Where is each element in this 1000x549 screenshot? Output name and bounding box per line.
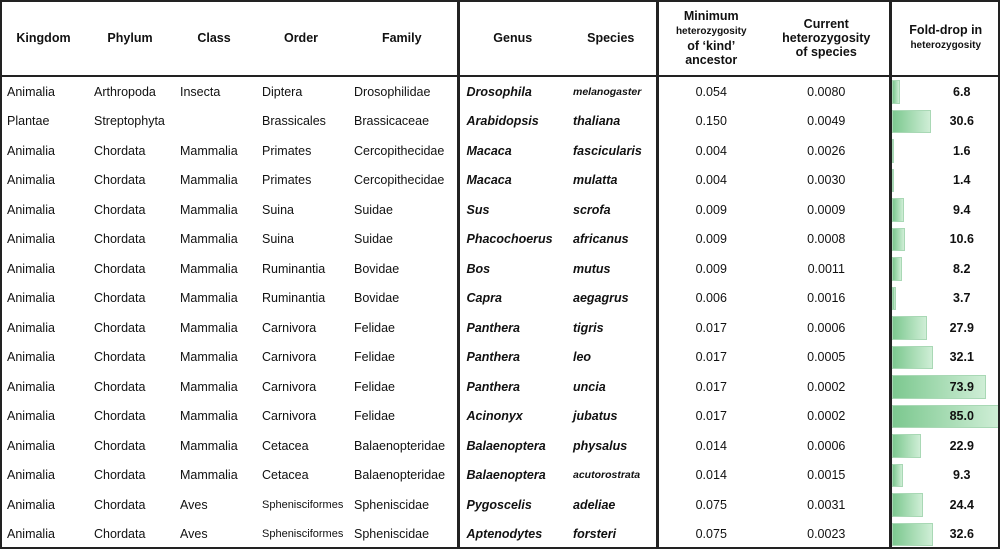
cell-fold-drop: [890, 254, 1000, 284]
cell-fold-drop: [890, 343, 1000, 373]
cell-kingdom: Animalia: [7, 173, 55, 188]
cell-genus: Macaca: [458, 166, 566, 196]
cell-phylum: Chordata: [94, 261, 146, 276]
cell-family: Balaenopteridae: [354, 468, 446, 483]
table-row: [0, 461, 1000, 491]
table-row: [0, 313, 1000, 343]
cell-genus: Sus: [458, 195, 566, 225]
cell-class: Mammalia: [180, 379, 238, 394]
cell-order: Ruminantia: [262, 291, 326, 306]
cell-min-heterozygosity: 0.014: [657, 461, 764, 491]
cell-fold-drop: [890, 431, 1000, 461]
header-row: [0, 0, 1000, 76]
cell-order: Ruminantia: [262, 261, 326, 276]
cell-current-heterozygosity: 0.0023: [807, 527, 846, 542]
cell-class: Mammalia: [180, 202, 238, 217]
table-row: [0, 195, 1000, 225]
cell-kingdom: Animalia: [7, 350, 55, 365]
cell-family: Suidae: [354, 202, 393, 217]
cell-genus: Balaenoptera: [458, 461, 566, 491]
cell-species: africanus: [573, 232, 629, 247]
cell-family: Spheniscidae: [354, 497, 430, 512]
cell-current-heterozygosity: 0.0011: [807, 261, 845, 276]
cell-current-heterozygosity: 0.0006: [807, 320, 846, 335]
cell-species: melanogaster: [573, 85, 642, 98]
frame-top-border: [0, 0, 1000, 2]
header-genus: Genus: [458, 0, 566, 76]
cell-class: Mammalia: [180, 350, 238, 365]
table-row: [0, 136, 1000, 166]
cell-kingdom: Animalia: [7, 468, 55, 483]
cell-current-heterozygosity: 0.0002: [807, 379, 846, 394]
table-row: [0, 76, 1000, 107]
cell-fold-drop: [890, 76, 1000, 107]
cell-phylum: Chordata: [94, 438, 146, 453]
cell-order: Cetacea: [262, 468, 309, 483]
cell-min-heterozygosity: 0.150: [657, 107, 764, 137]
header-cur-het-line3: of species: [795, 44, 857, 59]
fold-drop-value: 24.4: [949, 497, 974, 512]
cell-order: Primates: [262, 143, 312, 158]
cell-min-heterozygosity: 0.075: [657, 520, 764, 549]
cell-kingdom: Animalia: [7, 84, 55, 99]
cell-class: Mammalia: [180, 232, 238, 247]
cell-family: Cercopithecidae: [354, 143, 445, 158]
cell-family: Spheniscidae: [354, 527, 430, 542]
cell-family: Bovidae: [354, 261, 400, 276]
header-family: Family: [347, 0, 458, 76]
cell-fold-drop: [890, 225, 1000, 255]
table-row: [0, 284, 1000, 314]
header-kingdom: Kingdom: [0, 0, 87, 76]
fold-drop-value: 73.9: [949, 379, 974, 394]
cell-min-heterozygosity: 0.075: [657, 490, 764, 520]
table-row: [0, 402, 1000, 432]
cell-family: Balaenopteridae: [354, 438, 446, 453]
cell-min-heterozygosity: 0.017: [657, 343, 764, 373]
fold-drop-value: 27.9: [949, 320, 974, 335]
header-min-heterozygosity: [657, 0, 764, 76]
fold-drop-value: 1.4: [953, 173, 971, 188]
cell-species: thaliana: [573, 114, 621, 129]
cell-species: aegagrus: [573, 291, 629, 306]
header-fold-line1: Fold-drop in: [909, 22, 983, 37]
cell-species: fascicularis: [573, 143, 642, 158]
header-min-het-line1: Minimum: [683, 8, 739, 23]
header-cur-het-line2: heterozygosity: [782, 30, 871, 45]
cell-min-heterozygosity: 0.009: [657, 195, 764, 225]
cell-fold-drop: [890, 284, 1000, 314]
cell-kingdom: Animalia: [7, 438, 55, 453]
cell-phylum: Chordata: [94, 202, 146, 217]
cell-phylum: Chordata: [94, 291, 146, 306]
cell-order: Suina: [262, 232, 294, 247]
cell-kingdom: Animalia: [7, 379, 55, 394]
cell-family: Felidae: [354, 379, 395, 394]
cell-species: mulatta: [573, 173, 618, 188]
cell-genus: Phacochoerus: [458, 225, 566, 255]
cell-fold-drop: [890, 372, 1000, 402]
cell-genus: Balaenoptera: [458, 431, 566, 461]
cell-phylum: Chordata: [94, 143, 146, 158]
cell-class: [173, 107, 255, 137]
cell-kingdom: Plantae: [7, 114, 50, 129]
table-row: [0, 490, 1000, 520]
cell-current-heterozygosity: 0.0031: [807, 497, 846, 512]
header-phylum: Phylum: [87, 0, 173, 76]
cell-fold-drop: [890, 402, 1000, 432]
cell-kingdom: Animalia: [7, 320, 55, 335]
fold-drop-value: 6.8: [953, 84, 971, 99]
cell-fold-drop: [890, 520, 1000, 549]
cell-genus: Acinonyx: [458, 402, 566, 432]
header-species: Species: [566, 0, 657, 76]
cell-class: Insecta: [180, 84, 221, 99]
cell-species: uncia: [573, 379, 606, 394]
cell-fold-drop: [890, 490, 1000, 520]
table-row: [0, 166, 1000, 196]
cell-min-heterozygosity: 0.009: [657, 225, 764, 255]
cell-phylum: Chordata: [94, 350, 146, 365]
cell-current-heterozygosity: 0.0015: [807, 468, 846, 483]
cell-kingdom: Animalia: [7, 409, 55, 424]
cell-current-heterozygosity: 0.0002: [807, 409, 846, 424]
cell-phylum: Arthropoda: [94, 84, 156, 99]
cell-current-heterozygosity: 0.0008: [807, 232, 846, 247]
cell-min-heterozygosity: 0.017: [657, 372, 764, 402]
cell-kingdom: Animalia: [7, 497, 55, 512]
cell-order: Carnivora: [262, 350, 317, 365]
cell-current-heterozygosity: 0.0009: [807, 202, 846, 217]
table-row: [0, 520, 1000, 549]
cell-order: Brassicales: [262, 114, 326, 129]
cell-genus: Drosophila: [458, 76, 566, 107]
cell-kingdom: Animalia: [7, 261, 55, 276]
fold-drop-value: 9.4: [953, 202, 971, 217]
cell-species: mutus: [573, 261, 611, 276]
cell-fold-drop: [890, 107, 1000, 137]
cell-phylum: Chordata: [94, 232, 146, 247]
cell-family: Brassicaceae: [354, 114, 430, 129]
cell-current-heterozygosity: 0.0026: [807, 143, 846, 158]
cell-min-heterozygosity: 0.004: [657, 166, 764, 196]
cell-fold-drop: [890, 136, 1000, 166]
cell-phylum: Chordata: [94, 379, 146, 394]
header-order: Order: [255, 0, 347, 76]
cell-kingdom: Animalia: [7, 291, 55, 306]
cell-order: Sphenisciformes: [262, 528, 344, 541]
cell-kingdom: Animalia: [7, 232, 55, 247]
table-body: [0, 76, 1000, 549]
cell-current-heterozygosity: 0.0005: [807, 350, 846, 365]
cell-family: Bovidae: [354, 291, 400, 306]
fold-drop-value: 32.6: [949, 527, 974, 542]
cell-family: Drosophilidae: [354, 84, 431, 99]
cell-phylum: Chordata: [94, 409, 146, 424]
cell-current-heterozygosity: 0.0030: [807, 173, 846, 188]
cell-species: jubatus: [573, 409, 618, 424]
cell-phylum: Chordata: [94, 173, 146, 188]
fold-drop-value: 85.0: [949, 409, 974, 424]
cell-kingdom: Animalia: [7, 202, 55, 217]
cell-order: Diptera: [262, 84, 303, 99]
cell-fold-drop: [890, 166, 1000, 196]
cell-fold-drop: [890, 313, 1000, 343]
cell-genus: Arabidopsis: [458, 107, 566, 137]
cell-kingdom: Animalia: [7, 143, 55, 158]
cell-genus: Aptenodytes: [458, 520, 566, 549]
cell-min-heterozygosity: 0.004: [657, 136, 764, 166]
cell-family: Felidae: [354, 350, 395, 365]
cell-min-heterozygosity: 0.009: [657, 254, 764, 284]
cell-species: acutorostrata: [573, 469, 641, 482]
table-row: [0, 254, 1000, 284]
cell-family: Felidae: [354, 320, 395, 335]
frame-left-border: [0, 0, 2, 549]
cell-min-heterozygosity: 0.014: [657, 431, 764, 461]
cell-genus: Panthera: [458, 313, 566, 343]
cell-species: physalus: [573, 438, 628, 453]
cell-class: Mammalia: [180, 143, 238, 158]
cell-genus: Pygoscelis: [458, 490, 566, 520]
header-class: Class: [173, 0, 255, 76]
header-cur-het-line1: Current: [803, 16, 849, 31]
cell-genus: Panthera: [458, 343, 566, 373]
header-fold-drop: [890, 0, 1000, 76]
cell-min-heterozygosity: 0.006: [657, 284, 764, 314]
cell-order: Cetacea: [262, 438, 309, 453]
header-fold-line2: heterozygosity: [910, 39, 982, 51]
cell-order: Sphenisciformes: [262, 498, 344, 511]
cell-genus: Bos: [458, 254, 566, 284]
cell-class: Aves: [180, 497, 208, 512]
cell-class: Mammalia: [180, 261, 238, 276]
cell-order: Carnivora: [262, 320, 317, 335]
table-row: [0, 372, 1000, 402]
cell-phylum: Streptophyta: [94, 114, 165, 129]
fold-drop-value: 1.6: [953, 143, 971, 158]
cell-order: Carnivora: [262, 379, 317, 394]
header-min-het-line3: of ‘kind’: [687, 38, 736, 53]
table-row: [0, 107, 1000, 137]
cell-order: Carnivora: [262, 409, 317, 424]
cell-class: Aves: [180, 527, 208, 542]
cell-current-heterozygosity: 0.0006: [807, 438, 846, 453]
cell-species: tigris: [573, 320, 604, 335]
cell-min-heterozygosity: 0.054: [657, 76, 764, 107]
header-min-het-line2: heterozygosity: [675, 25, 747, 37]
cell-current-heterozygosity: 0.0016: [807, 291, 846, 306]
cell-species: forsteri: [573, 527, 617, 542]
cell-current-heterozygosity: 0.0080: [807, 84, 846, 99]
cell-order: Suina: [262, 202, 294, 217]
cell-genus: Macaca: [458, 136, 566, 166]
cell-species: leo: [573, 350, 592, 365]
fold-drop-value: 10.6: [949, 232, 974, 247]
cell-class: Mammalia: [180, 291, 238, 306]
cell-family: Cercopithecidae: [354, 173, 445, 188]
cell-family: Suidae: [354, 232, 393, 247]
cell-fold-drop: [890, 195, 1000, 225]
cell-current-heterozygosity: 0.0049: [807, 114, 846, 129]
header-min-het-line4: ancestor: [685, 52, 738, 67]
fold-drop-value: 8.2: [953, 261, 971, 276]
cell-family: Felidae: [354, 409, 395, 424]
table-row: [0, 431, 1000, 461]
cell-phylum: Chordata: [94, 320, 146, 335]
cell-order: Primates: [262, 173, 312, 188]
cell-phylum: Chordata: [94, 468, 146, 483]
header-current-heterozygosity: [764, 0, 890, 76]
cell-phylum: Chordata: [94, 527, 146, 542]
cell-class: Mammalia: [180, 438, 238, 453]
table-header: [0, 0, 1000, 76]
cell-class: Mammalia: [180, 468, 238, 483]
cell-phylum: Chordata: [94, 497, 146, 512]
fold-drop-value: 9.3: [953, 468, 971, 483]
cell-species: scrofa: [573, 202, 611, 217]
fold-drop-value: 32.1: [949, 350, 974, 365]
fold-drop-value: 30.6: [949, 114, 974, 129]
cell-min-heterozygosity: 0.017: [657, 313, 764, 343]
cell-genus: Capra: [458, 284, 566, 314]
cell-class: Mammalia: [180, 409, 238, 424]
cell-kingdom: Animalia: [7, 527, 55, 542]
cell-min-heterozygosity: 0.017: [657, 402, 764, 432]
cell-class: Mammalia: [180, 173, 238, 188]
cell-genus: Panthera: [458, 372, 566, 402]
table-row: [0, 343, 1000, 373]
cell-species: adeliae: [573, 497, 616, 512]
fold-drop-value: 3.7: [953, 291, 971, 306]
fold-drop-value: 22.9: [949, 438, 974, 453]
cell-class: Mammalia: [180, 320, 238, 335]
cell-fold-drop: [890, 461, 1000, 491]
table-row: [0, 225, 1000, 255]
